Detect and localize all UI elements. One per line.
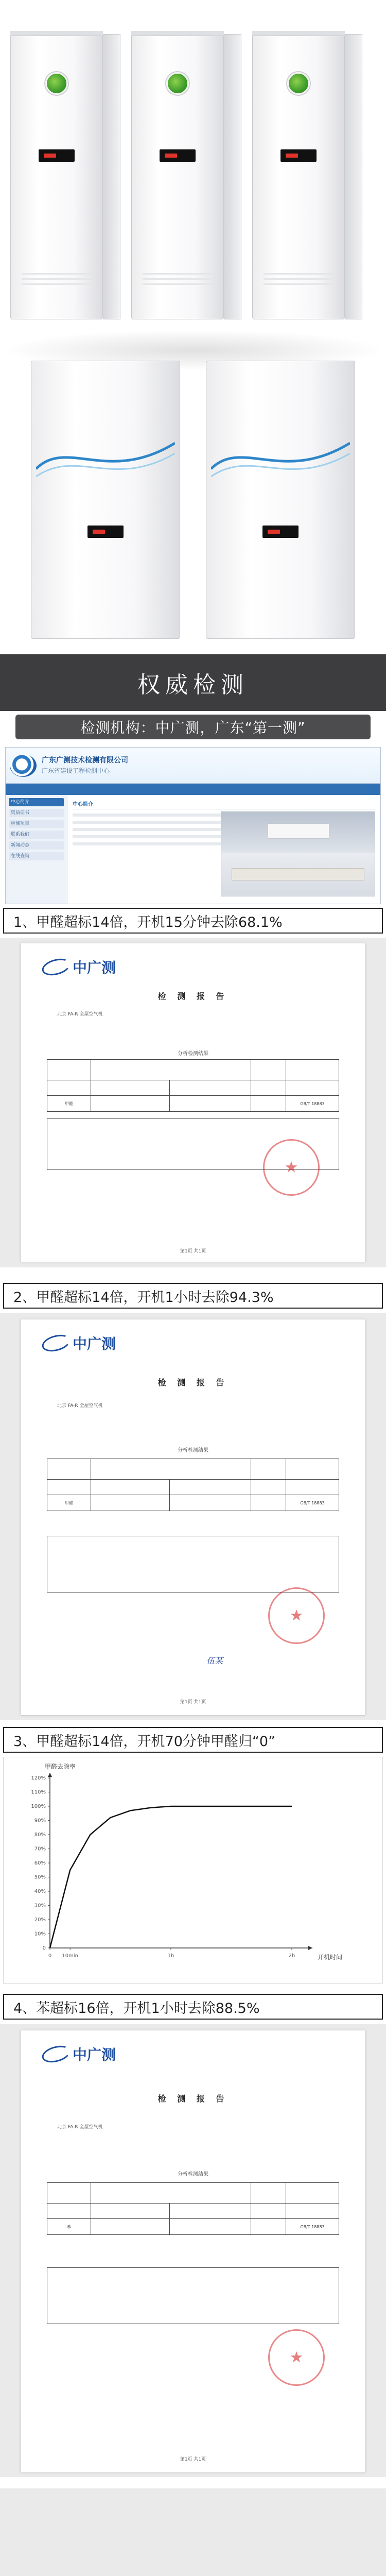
y-tick-label: 50% (34, 1874, 46, 1880)
y-axis-label: 甲醛去除率 (45, 1763, 76, 1770)
report-table (47, 1459, 339, 1511)
report-table (47, 2182, 339, 2235)
section-title (3, 1727, 383, 1753)
website-title-1: 广东广测技术检测有限公司 (42, 756, 128, 765)
display-panel (280, 149, 317, 162)
official-stamp (263, 1139, 320, 1196)
wall-purifier-unit (206, 361, 355, 639)
series-line (50, 1806, 292, 1948)
website-nav-item: 联系我们 (9, 831, 64, 839)
report-brand (42, 1333, 116, 1353)
swoosh-decor (211, 428, 350, 484)
display-panel (39, 149, 75, 162)
website-nav-strip (6, 784, 380, 795)
report-table-title: 分析检测结果 (178, 2172, 208, 2177)
brand-logo-icon (287, 72, 310, 95)
report-cell-std: GB/T 18883 (300, 1500, 325, 1505)
y-tick-label: 60% (34, 1860, 46, 1866)
y-tick-label: 120% (31, 1775, 46, 1781)
website-header (6, 748, 380, 784)
report-notes (47, 1536, 339, 1592)
report-notes (47, 2267, 339, 2324)
website-title-2: 广东省建设工程检测中心 (42, 767, 110, 774)
report-brand (42, 957, 116, 977)
website-nav-item: 检测项目 (9, 820, 64, 828)
report-brand (42, 2044, 116, 2064)
y-tick-label: 40% (34, 1889, 46, 1894)
section-title-text: 4、苯超标16倍，开机1小时去除88.5% (13, 2000, 260, 2016)
report-cell-std: GB/T 18883 (300, 1101, 325, 1106)
test-report-page (21, 2030, 365, 2473)
section-title (3, 1283, 383, 1309)
website-sidebar (6, 795, 67, 904)
report-heading: 检 测 报 告 (157, 2094, 229, 2104)
org-pill (15, 715, 371, 739)
report-brand-name: 中广测 (73, 1335, 116, 1352)
display-panel (262, 526, 299, 538)
y-tick-label: 100% (31, 1804, 46, 1809)
x-axis-label: 开机时间 (318, 1954, 343, 1961)
test-report-page (21, 1319, 365, 1716)
y-tick-label: 70% (34, 1846, 46, 1852)
report-product: 北京 FA-R 全屋空气机 (57, 1403, 103, 1409)
y-tick-label: 110% (31, 1789, 46, 1795)
lab-reception-photo (221, 811, 375, 896)
official-stamp (268, 2329, 325, 2386)
report-heading: 检 测 报 告 (157, 1378, 229, 1387)
report-table-title: 分析检测结果 (178, 1448, 208, 1453)
x-tick-label: 0 (48, 1953, 52, 1959)
report-cell-std: GB/T 18883 (300, 2224, 325, 2229)
section-title (3, 908, 383, 934)
display-panel (160, 149, 196, 162)
product-hero (0, 0, 386, 654)
report-meta (57, 1010, 329, 1031)
website-nav-item: 在线查询 (9, 852, 64, 860)
signature: 伍某 (206, 1656, 223, 1666)
x-tick-label: 10min (62, 1953, 78, 1959)
section-banner (0, 654, 386, 711)
report-cell-item: 甲醛 (47, 1096, 91, 1111)
x-tick-label: 1h (167, 1953, 174, 1959)
report-meta (57, 2123, 329, 2144)
purifier-unit (131, 31, 224, 319)
website-nav-item: 新闻动态 (9, 841, 64, 850)
y-axis-arrow-icon (48, 1773, 52, 1777)
purifier-unit (252, 31, 345, 319)
brand-swoosh-icon (40, 956, 72, 978)
website-nav-item: 中心简介 (9, 798, 64, 806)
test-report-page (21, 943, 365, 1262)
org-row (0, 711, 386, 743)
section-title (3, 1994, 383, 2020)
brand-logo-icon (166, 72, 189, 95)
report-brand-name: 中广测 (73, 2046, 116, 2063)
brand-logo-icon (45, 72, 68, 95)
report-brand-name: 中广测 (73, 959, 116, 976)
report-backdrop (0, 2488, 386, 2576)
y-tick-label: 90% (34, 1818, 46, 1824)
report-heading: 检 测 报 告 (157, 991, 229, 1001)
y-tick-label: 80% (34, 1832, 46, 1838)
y-tick-label: 0 (42, 1945, 46, 1951)
removal-chart-svg (4, 1757, 383, 1984)
y-tick-label: 20% (34, 1917, 46, 1923)
banner-title: 权威检测 (137, 672, 249, 698)
section-title-text: 3、甲醛超标14倍，开机70分钟甲醛归“0” (13, 1733, 276, 1750)
swoosh-decor (36, 428, 175, 484)
report-footer: 第1页 共1页 (180, 1249, 206, 1254)
report-table (47, 1059, 339, 1112)
report-product: 北京 FA-R 全屋空气机 (57, 2125, 103, 2130)
org-label: 检测机构：中广测，广东“第一测” (80, 719, 306, 736)
report-cell-item: 苯 (47, 2219, 91, 2234)
report-cell-item: 甲醛 (47, 1495, 91, 1511)
section-title-text: 1、甲醛超标14倍，开机15分钟去除68.1% (13, 914, 283, 930)
official-stamp (268, 1587, 325, 1644)
brand-swoosh-icon (40, 1332, 72, 1354)
y-tick-label: 10% (34, 1931, 46, 1937)
x-axis-arrow-icon (308, 1946, 312, 1950)
purifier-unit (10, 31, 103, 319)
lab-logo-icon (10, 754, 37, 777)
report-footer: 第1页 共1页 (180, 2457, 206, 2462)
removal-chart (3, 1757, 383, 1984)
report-product: 北京 FA-R 全屋空气机 (57, 1012, 103, 1017)
report-meta (57, 1402, 329, 1422)
section-title-text: 2、甲醛超标14倍，开机1小时去除94.3% (13, 1289, 274, 1306)
report-table-title: 分析检测结果 (178, 1051, 208, 1057)
display-panel (87, 526, 124, 538)
wall-purifier-unit (31, 361, 180, 639)
lab-website-screenshot (5, 747, 381, 904)
website-main (67, 795, 380, 904)
website-main-heading: 中心简介 (73, 800, 375, 809)
website-nav-item: 资质证书 (9, 809, 64, 817)
brand-swoosh-icon (40, 2043, 72, 2065)
x-tick-label: 2h (288, 1953, 295, 1959)
report-footer: 第1页 共1页 (180, 1700, 206, 1705)
y-tick-label: 30% (34, 1903, 46, 1909)
